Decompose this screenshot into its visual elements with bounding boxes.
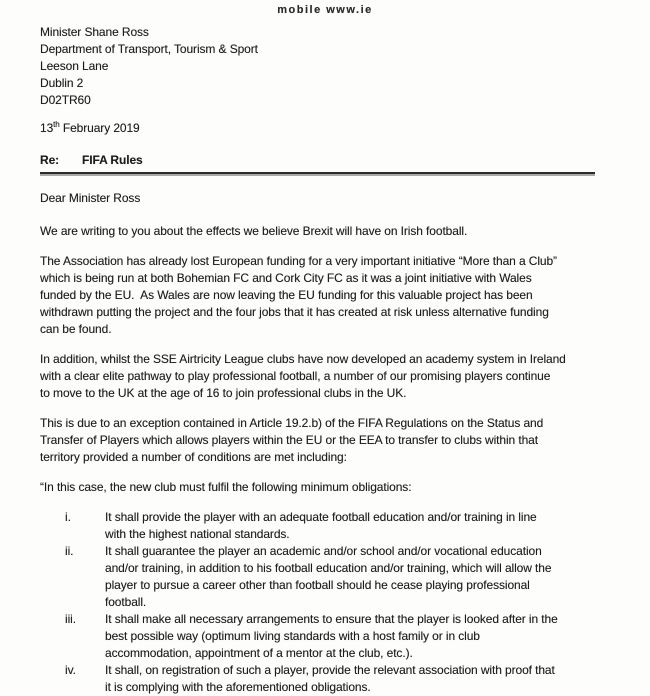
obligations-list — [40, 509, 595, 696]
subject-text: FIFA Rules — [82, 153, 143, 167]
letter-content — [0, 6, 650, 696]
list-marker: iv. — [65, 663, 76, 677]
paragraph-line: The Association has already lost European funding for a very important initiative “More than a Club” — [40, 254, 557, 268]
subject-label: Re: — [40, 153, 60, 167]
address-line: Dublin 2 — [40, 76, 84, 90]
address-line: D02TR60 — [40, 93, 91, 107]
paragraph-line: which is being run at both Bohemian FC and Cork City FC as it was a joint initiative with Wales — [40, 271, 532, 285]
body-paragraph — [40, 253, 595, 338]
paragraph-line: funded by the EU. As Wales are now leaving the EU funding for this valuable project has been — [40, 288, 533, 302]
paragraph-line: with a clear elite pathway to play professional football, a number of our promising players continue — [40, 369, 551, 383]
subject-line — [40, 152, 595, 169]
list-item-line: It shall, on registration of such a player, provide the relevant association with proof that — [105, 663, 555, 677]
list-item-line: football. — [105, 595, 147, 609]
list-item-text — [105, 543, 595, 611]
paragraph-line: This is due to an exception contained in Article 19.2.b) of the FIFA Regulations on the Status and — [40, 416, 544, 430]
paragraph-line: “In this case, the new club must fulfil the following minimum obligations: — [40, 480, 412, 494]
salutation: Dear Minister Ross — [40, 191, 141, 205]
paragraph-line: can be found. — [40, 322, 112, 336]
list-item-line: best possible way (optimum living standards with a host family or in club — [105, 629, 480, 643]
list-item-text — [105, 662, 595, 696]
list-item-line: it is complying with the aforementioned obligations. — [105, 680, 371, 694]
list-item-line: with the highest national standards. — [105, 527, 290, 541]
body-paragraph — [40, 415, 595, 466]
paragraph-line: territory provided a number of conditions are met including: — [40, 450, 347, 464]
address-line: Department of Transport, Tourism & Sport — [40, 42, 258, 56]
list-item-line: accommodation, appointment of a mentor at the club, etc.). — [105, 646, 413, 660]
address-line: Leeson Lane — [40, 59, 109, 73]
list-item-line: It shall provide the player with an adequate football education and/or training in line — [105, 510, 537, 524]
letterhead-fragment-text: mobile www.ie — [277, 4, 373, 16]
list-item — [40, 662, 595, 696]
date-rest: February 2019 — [59, 121, 140, 135]
date-line — [40, 120, 595, 137]
paragraph-line: withdrawn putting the project and the four jobs that it has created at risk unless alternative funding — [40, 305, 549, 319]
list-item-text — [105, 509, 595, 543]
date-day: 13 — [40, 121, 54, 135]
list-item-line: player to pursue a career other than football should he cease playing professional — [105, 578, 530, 592]
list-item — [40, 509, 595, 543]
list-item — [40, 543, 595, 611]
list-item-text — [105, 611, 595, 662]
list-item-line: and/or training, in addition to his football education and/or training, which will allow the — [105, 561, 552, 575]
paragraph-line: We are writing to you about the effects we believe Brexit will have on Irish football. — [40, 224, 468, 238]
body-paragraph — [40, 351, 595, 402]
paragraph-line: Transfer of Players which allows players within the EU or the EEA to transfer to clubs within that — [40, 433, 538, 447]
list-marker: iii. — [65, 612, 76, 626]
date-ordinal: th — [53, 120, 60, 129]
paragraph-line: In addition, whilst the SSE Airtricity League clubs have now developed an academy system in Ireland — [40, 352, 566, 366]
list-marker: i. — [65, 510, 71, 524]
list-marker: ii. — [65, 544, 74, 558]
recipient-address — [40, 24, 595, 109]
quote-intro-paragraph — [40, 479, 595, 496]
body-paragraph — [40, 223, 595, 240]
list-item-line: It shall guarantee the player an academic and/or school and/or vocational education — [105, 544, 542, 558]
address-line: Minister Shane Ross — [40, 25, 149, 39]
subject-rule-divider — [40, 172, 595, 174]
list-item-line: It shall make all necessary arrangements to ensure that the player is looked after in the — [105, 612, 558, 626]
list-item — [40, 611, 595, 662]
paragraph-line: to move to the UK at the age of 16 to join professional clubs in the UK. — [40, 386, 407, 400]
